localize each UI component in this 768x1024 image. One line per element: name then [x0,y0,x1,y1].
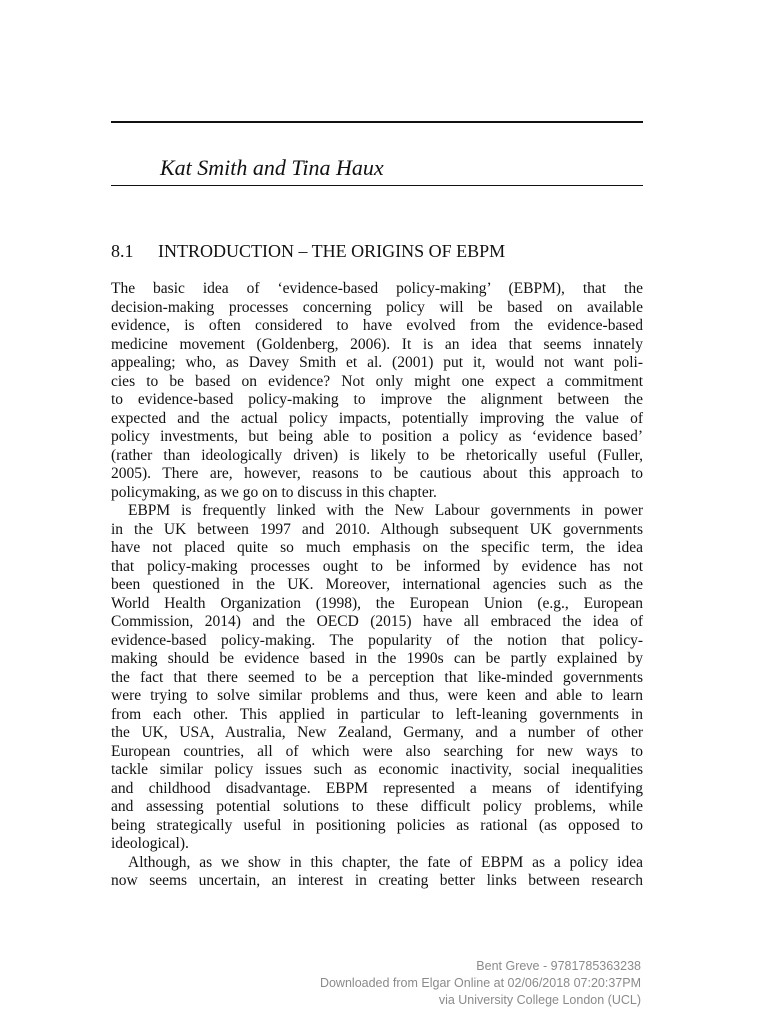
body-line: from each other. This applied in particular to left-leaning governments in [111,705,643,723]
body-line: Although, as we show in this chapter, the fate of EBPM as a policy idea [128,853,643,871]
body-line: EBPM is frequently linked with the New Labour governments in power [128,502,643,519]
body-line: the fact that there seemed to be a perception that like-minded governments [111,668,643,686]
section-number: 8.1 [111,241,134,261]
body-line: and assessing potential solutions to these difficult policy problems, while [111,798,643,815]
body-line: policy investments, but being able to position a policy as ‘evidence based’ [111,428,643,445]
body-line: The basic idea of ‘evidence-based policy-making’ (EBPM), that the [111,280,643,297]
section-title: INTRODUCTION – THE ORIGINS OF EBPM [158,241,506,261]
body-line: have not placed quite so much emphasis on the specific term, the idea [111,539,643,556]
bottom-rule [111,185,643,186]
watermark-institution-line: via University College London (UCL) [438,993,641,1007]
body-line: making should be evidence based in the 1990s can be partly explained by [111,650,643,667]
body-line: were trying to solve similar problems and thus, were keen and able to learn [111,687,643,704]
body-line: being strategically useful in positioning policies as rational (as opposed to [111,816,643,834]
watermark-book-line: Bent Greve - 9781785363238 [476,959,641,973]
body-line: evidence, is often considered to have evolved from the evidence-based [111,317,643,334]
body-line: Commission, 2014) and the OECD (2015) have all embraced the idea of [111,613,643,630]
body-line: (rather than ideologically driven) is likely to be rhetorically useful (Fuller, [111,446,643,464]
body-line: the UK, USA, Australia, New Zealand, Germany, and a number of other [111,724,643,741]
body-line: policymaking, as we go on to discuss in this chapter. [111,483,437,501]
body-line: decision-making processes concerning policy will be based on available [111,298,643,316]
body-line: medicine movement (Goldenberg, 2006). It is an idea that seems innately [111,335,643,353]
body-line: tackle similar policy issues such as economic inactivity, social inequalities [111,761,643,778]
watermark-download-line: Downloaded from Elgar Online at 02/06/2018 07:20:37PM [319,976,641,990]
body-line: in the UK between 1997 and 2010. Although subsequent UK governments [111,520,643,538]
body-line: evidence-based policy-making. The popularity of the notion that policy- [111,631,643,649]
top-rule [111,121,643,123]
body-line: cies to be based on evidence? Not only might one expect a commitment [111,372,643,390]
body-line: World Health Organization (1998), the European Union (e.g., European [111,594,643,612]
body-text [111,280,643,891]
body-line: now seems uncertain, an interest in creating better links between research [111,872,643,889]
body-line: that policy-making processes ought to be informed by evidence has not [111,557,643,575]
chapter-authors: Kat Smith and Tina Haux [160,155,384,180]
download-watermark [320,958,641,1009]
body-line: European countries, all of which were also searching for new ways to [111,742,643,760]
body-line: been questioned in the UK. Moreover, international agencies such as the [111,576,643,593]
body-line: 2005). There are, however, reasons to be cautious about this approach to [111,465,643,482]
body-line: ideological). [111,835,189,852]
body-line: to evidence-based policy-making to improve the alignment between the [111,391,643,408]
body-line: and childhood disadvantage. EBPM represented a means of identifying [111,779,643,797]
section-heading [111,239,505,263]
body-line: appealing; who, as Davey Smith et al. (2001) put it, would not want poli- [111,354,643,371]
body-line: expected and the actual policy impacts, potentially improving the value of [111,409,643,427]
